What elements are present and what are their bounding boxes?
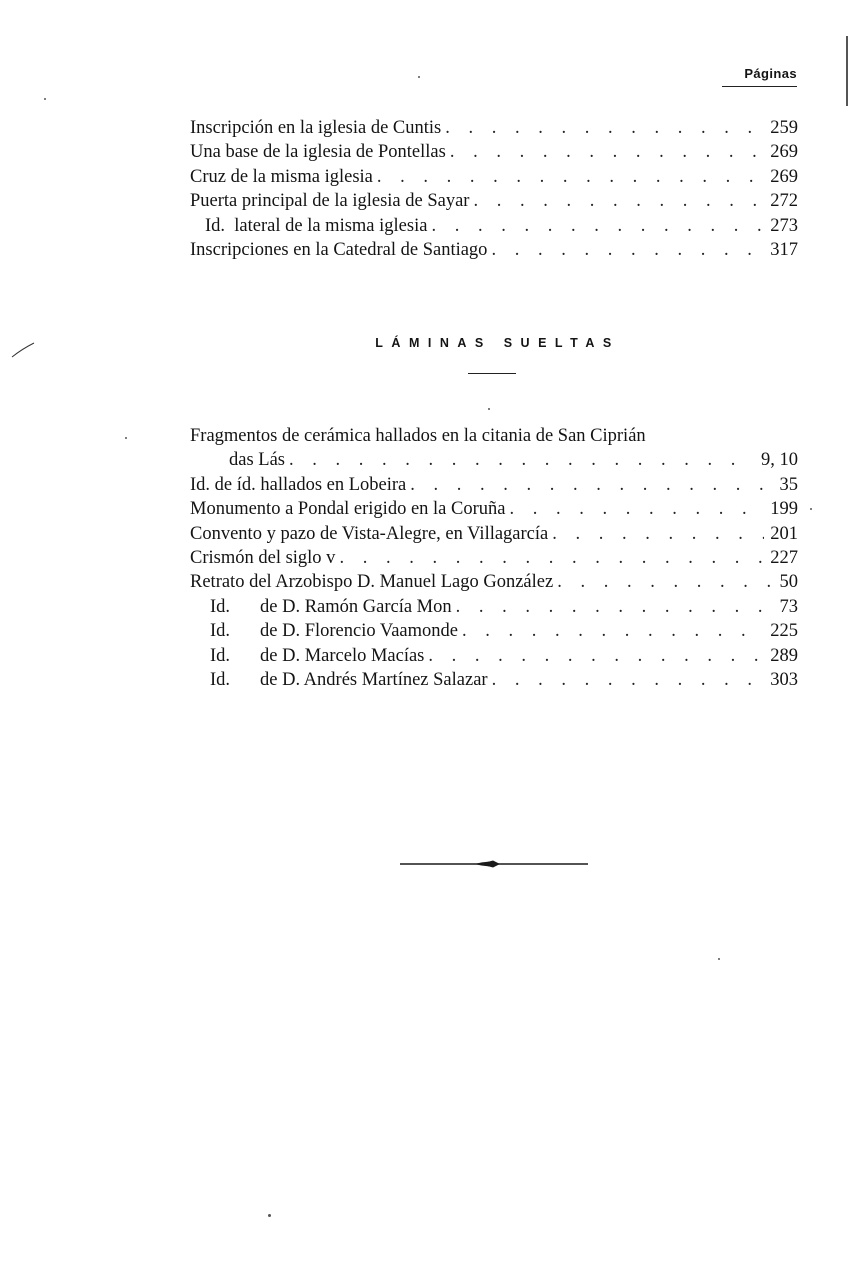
toc-entry (190, 570, 798, 594)
toc-entry-title: de D. Florencio Vaamonde (260, 621, 458, 642)
scan-speck (810, 508, 812, 510)
scan-speck (418, 76, 420, 78)
toc-entry (190, 214, 798, 238)
toc-entry-title: de D. Andrés Martínez Salazar (260, 670, 488, 691)
toc-entry-title: Monumento a Pondal erigido en la Coruña (190, 499, 506, 520)
scan-speck (44, 98, 46, 100)
dot-leader (491, 238, 764, 262)
toc-entry-page: 201 (770, 523, 798, 544)
toc-entry (190, 522, 798, 546)
toc-entry-page: 303 (770, 670, 798, 691)
toc-entry-page: 50 (779, 572, 798, 593)
toc-entry-page: 259 (770, 118, 798, 138)
toc-entry-title: Retrato del Arzobispo D. Manuel Lago González (190, 572, 554, 593)
toc-entry (190, 668, 798, 692)
section-heading: LÁMINAS SUELTAS (375, 336, 620, 350)
toc-entry-title: de D. Ramón García Mon (260, 596, 452, 617)
toc-entry (190, 238, 798, 262)
toc-entry-title: Fragmentos de cerámica hallados en la citania de San Ciprián (190, 426, 646, 446)
toc-entry (190, 497, 798, 521)
dot-leader (339, 546, 764, 570)
dot-leader (431, 214, 764, 238)
toc-entry-page: 269 (770, 166, 798, 187)
scan-speck (125, 437, 127, 439)
toc-entry-line2 (190, 448, 798, 472)
scan-speck (846, 36, 848, 106)
page-column-header: Páginas (722, 66, 797, 87)
section-rule (468, 373, 516, 374)
toc-entry (190, 595, 798, 619)
toc-entry-id-mark: Id. (210, 645, 231, 666)
toc-entry-page: 9, 10 (761, 450, 798, 471)
toc-entry-id-mark: Id. (210, 596, 231, 617)
toc-entry-title: de D. Marcelo Macías (260, 645, 425, 666)
toc-entry (190, 140, 798, 164)
toc-entry-title: Una base de la iglesia de Pontellas (190, 142, 446, 163)
toc-plates (190, 424, 798, 692)
toc-entry-id-mark: Id. (210, 670, 231, 691)
dot-leader (289, 448, 755, 472)
dot-leader (473, 189, 764, 213)
dot-leader (557, 570, 773, 594)
toc-entry-title: Id. de íd. hallados en Lobeira (190, 474, 407, 495)
toc-entry (190, 116, 798, 140)
dot-leader (450, 140, 764, 164)
toc-entry-title: Inscripción en la iglesia de Cuntis (190, 118, 442, 138)
toc-entry (190, 619, 798, 643)
toc-entry-page: 225 (770, 621, 798, 642)
scan-speck (718, 958, 720, 960)
dot-leader (492, 668, 765, 692)
scan-speck (488, 408, 490, 410)
toc-entry-page: 73 (779, 596, 798, 617)
toc-entry (190, 165, 798, 189)
toc-entry-page: 289 (770, 645, 798, 666)
dot-leader (456, 595, 774, 619)
toc-entry-page: 272 (770, 191, 798, 212)
scan-stray-mark (10, 340, 36, 360)
toc-entry-page: 269 (770, 142, 798, 163)
toc-entry-title: Puerta principal de la iglesia de Sayar (190, 191, 470, 212)
scan-speck (268, 1214, 271, 1217)
toc-entry-page: 199 (770, 499, 798, 520)
toc-entry (190, 473, 798, 497)
dot-leader (445, 116, 764, 140)
toc-main (190, 116, 798, 262)
dot-leader (509, 497, 764, 521)
dot-leader (552, 522, 764, 546)
toc-entry-title: Inscripciones en la Catedral de Santiago (190, 240, 488, 261)
toc-entry-page: 35 (779, 474, 798, 495)
toc-entry-title: Convento y pazo de Vista-Alegre, en Villagarcía (190, 523, 549, 544)
toc-entry-title: Crismón del siglo v (190, 548, 336, 569)
toc-entry-id-mark: Id. (210, 621, 231, 642)
toc-entry-page: 317 (770, 240, 798, 261)
toc-entry-title-continued: das Lás (229, 450, 285, 471)
toc-entry (190, 189, 798, 213)
dot-leader (377, 165, 764, 189)
toc-entry-page: 273 (770, 215, 798, 236)
toc-entry-line1 (190, 424, 798, 448)
toc-entry-title: Cruz de la misma iglesia (190, 166, 373, 187)
end-ornament-rule (400, 856, 588, 872)
dot-leader (428, 644, 764, 668)
toc-entry (190, 644, 798, 668)
dot-leader (410, 473, 773, 497)
dot-leader (462, 619, 764, 643)
toc-entry (190, 546, 798, 570)
toc-entry-page: 227 (770, 548, 798, 569)
toc-entry-title: Id. lateral de la misma iglesia (205, 215, 428, 236)
